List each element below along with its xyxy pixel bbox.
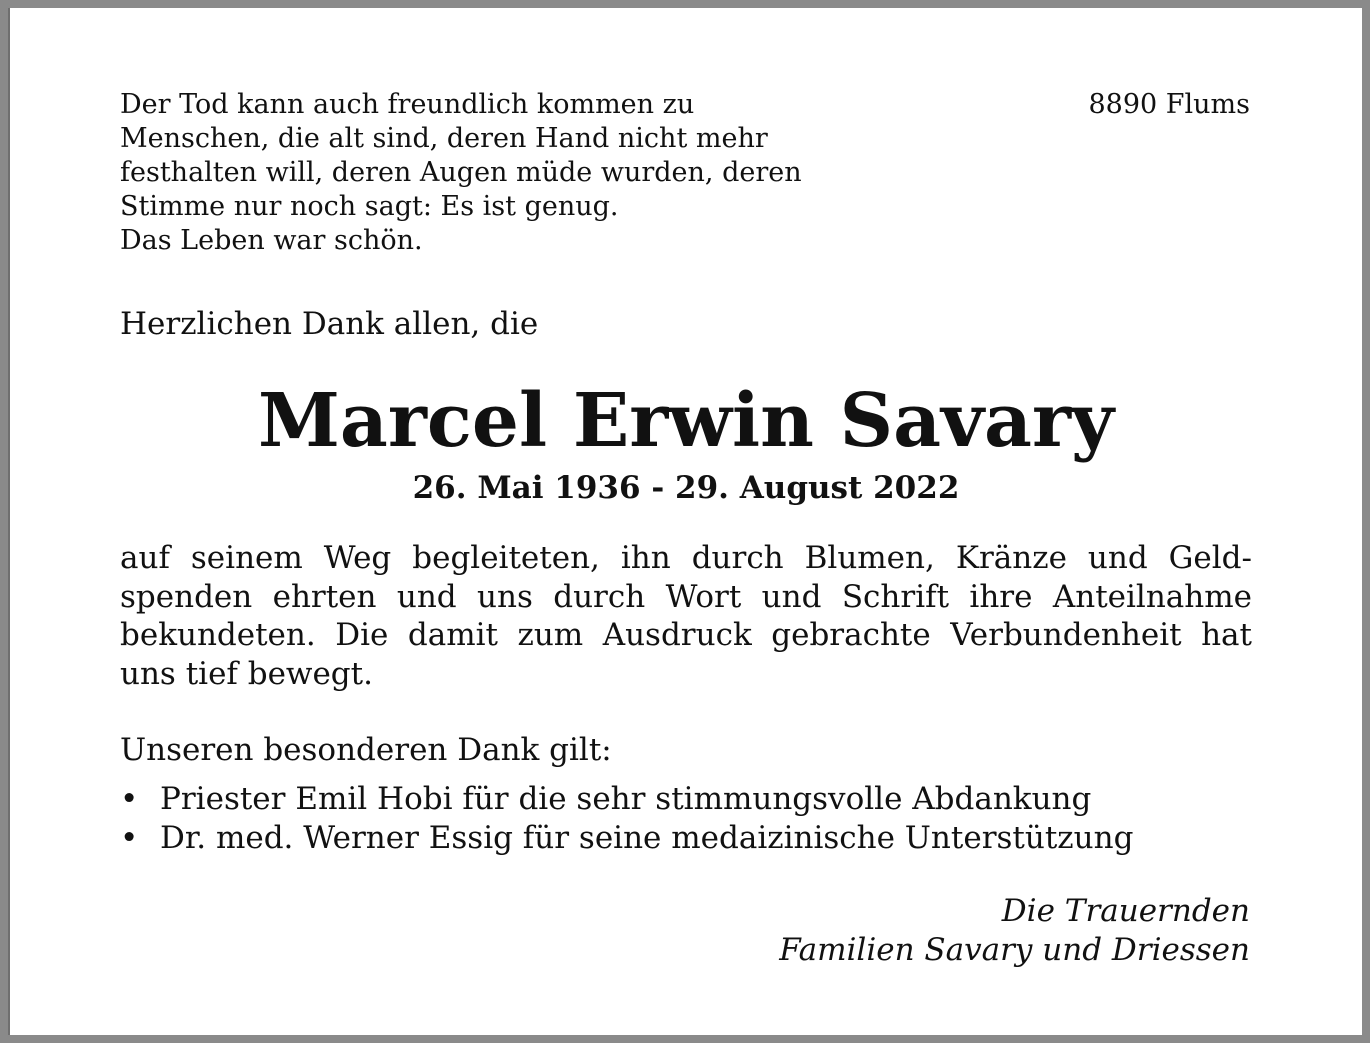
poem-line: Menschen, die alt sind, deren Hand nicht mehr: [120, 123, 768, 154]
bullet-icon: •: [120, 820, 139, 856]
poem-text: [120, 88, 880, 258]
bullet-icon: •: [120, 781, 139, 817]
paragraph-line: bekundeten. Die damit zum Ausdruck gebrachte Verbundenheit hat: [120, 617, 1252, 653]
signature: [779, 892, 1250, 969]
list-item-text: Dr. med. Werner Essig für seine medaizinische Unterstützung: [160, 820, 1134, 856]
poem-line: festhalten will, deren Augen müde wurden, deren: [120, 157, 802, 188]
poem-line: Der Tod kann auch freundlich kommen zu: [120, 89, 695, 120]
poem-line: Stimme nur noch sagt: Es ist genug.: [120, 191, 619, 222]
paragraph-line: auf seinem Weg begleiteten, ihn durch Blumen, Kränze und Geld-: [120, 540, 1252, 576]
thanks-paragraph: [120, 539, 1252, 693]
list-item-text: Priester Emil Hobi für die sehr stimmungsvolle Abdankung: [160, 781, 1092, 817]
obituary-page: [8, 8, 1362, 1035]
signature-line: Die Trauernden: [1001, 893, 1250, 929]
special-thanks-list: [120, 780, 1133, 858]
paragraph-line: uns tief bewegt.: [120, 655, 373, 692]
list-item: [120, 780, 1133, 819]
list-item: [120, 819, 1133, 858]
paragraph-line: spenden ehrten und uns durch Wort und Schrift ihre Anteilnahme: [120, 578, 1252, 615]
place-label: 8890 Flums: [1088, 89, 1250, 120]
life-dates: 26. Mai 1936 - 29. August 2022: [412, 470, 960, 506]
deceased-name: Marcel Erwin Savary: [258, 378, 1114, 464]
special-thanks-heading: Unseren besonderen Dank gilt:: [120, 732, 612, 768]
signature-line: Familien Savary und Driessen: [779, 931, 1250, 968]
intro-text: Herzlichen Dank allen, die: [120, 306, 539, 342]
poem-line: Das Leben war schön.: [120, 225, 423, 256]
